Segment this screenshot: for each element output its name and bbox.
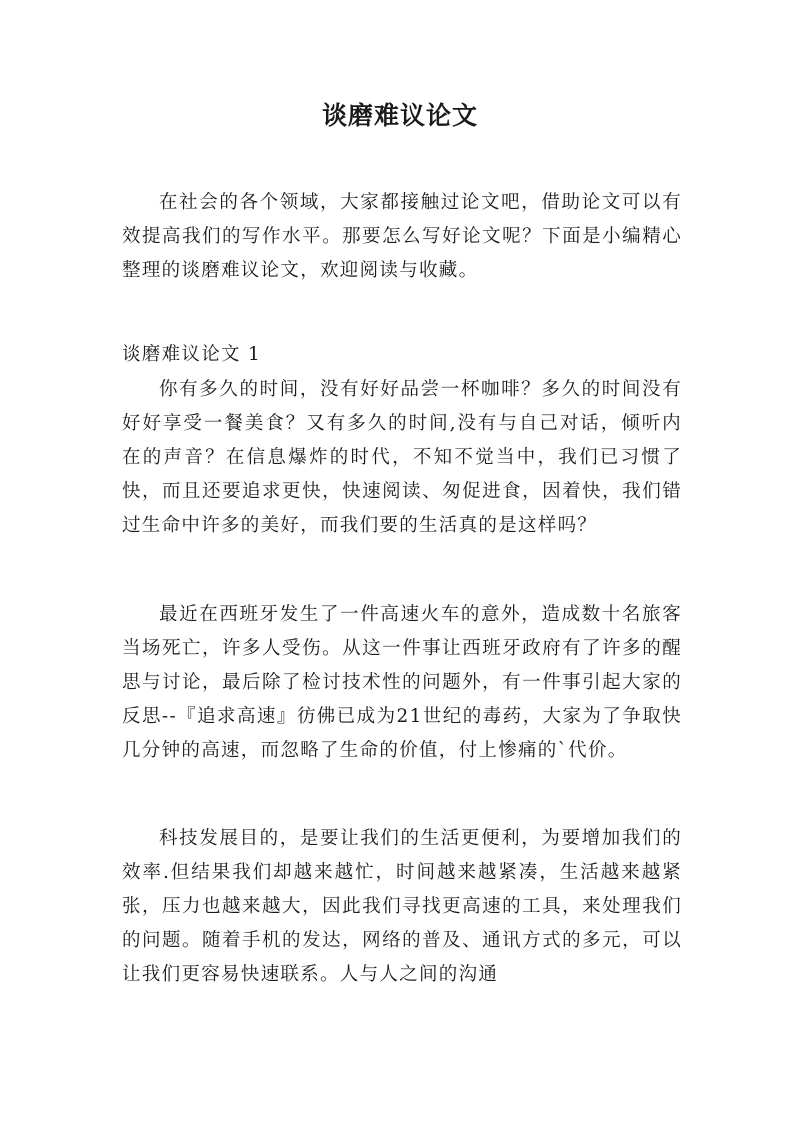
- body-paragraph-3: 科技发展目的，是要让我们的生活更便利，为要增加我们的效率.但结果我们却越来越忙，时间越来越紧凑，生活越来越紧张，压力也越来越大，因此我们寻找更高速的工具，来处理我们的问题。随着手机的发达，网络的普及、通讯方式的多元，可以让我们更容易快速联系。人与人之间的沟通: [122, 828, 682, 985]
- document-title: 谈磨难议论文: [321, 101, 478, 130]
- body-paragraph-2: 最近在西班牙发生了一件高速火车的意外，造成数十名旅客当场死亡，许多人受伤。从这一件事让西班牙政府有了许多的醒思与讨论，最后除了检讨技术性的问题外，有一件事引起大家的反思--『追求高速』彷佛已成为21世纪的毒药，大家为了争取快几分钟的高速，而忽略了生命的价值，付上惨痛的`代价。: [122, 604, 682, 761]
- section-heading: 谈磨难议论文 1: [122, 344, 262, 365]
- intro-paragraph: 在社会的各个领域，大家都接触过论文吧，借助论文可以有效提高我们的写作水平。那要怎么写好论文呢？下面是小编精心整理的谈磨难议论文，欢迎阅读与收藏。: [122, 192, 682, 281]
- body-paragraph-1: 你有多久的时间，没有好好品尝一杯咖啡？多久的时间没有好好享受一餐美食？又有多久的时间,没有与自己对话，倾听内在的声音？在信息爆炸的时代，不知不觉当中，我们已习惯了快，而且还要追求更快，快速阅读、匆促进食，因着快，我们错过生命中许多的美好，而我们要的生活真的是这样吗？: [122, 379, 682, 536]
